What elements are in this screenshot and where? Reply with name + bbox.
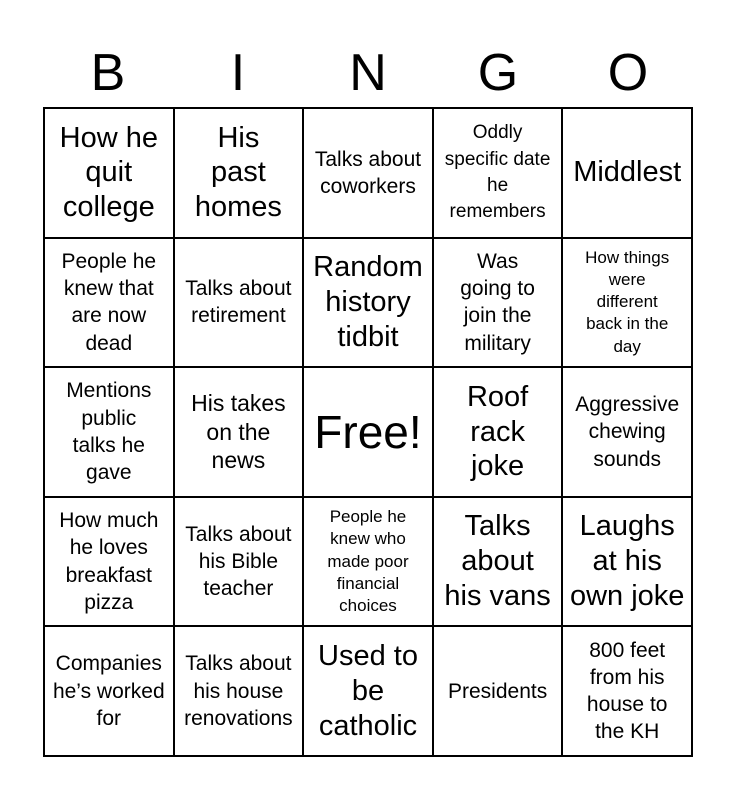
cell-text: 800 feet from his house to the KH xyxy=(586,638,668,744)
cell-text: How things were different back in the day xyxy=(585,248,670,356)
cell-text: How much he loves breakfast pizza xyxy=(59,509,159,614)
bingo-cell[interactable] xyxy=(562,108,692,238)
bingo-cell[interactable] xyxy=(44,497,174,627)
bingo-cell[interactable] xyxy=(433,238,563,368)
bingo-cell[interactable] xyxy=(433,626,563,756)
bingo-cell[interactable] xyxy=(44,238,174,368)
cell-text: Was going to join the military xyxy=(460,249,535,355)
bingo-cell[interactable] xyxy=(562,626,692,756)
cell-text: Aggressive chewing sounds xyxy=(575,393,680,471)
cell-text: Random history tidbit xyxy=(313,251,423,353)
cell-text: Mentions public talks he gave xyxy=(66,379,152,485)
cell-text: Talks about retirement xyxy=(185,277,292,328)
bingo-cell[interactable] xyxy=(562,367,692,497)
bingo-cell[interactable] xyxy=(44,108,174,238)
cell-text: Talks about his vans xyxy=(444,510,551,612)
bingo-cell[interactable] xyxy=(433,108,563,238)
cell-text: Middlest xyxy=(573,156,682,189)
header-letter-g: G xyxy=(477,44,519,102)
bingo-cell[interactable] xyxy=(433,367,563,497)
cell-text: His takes on the news xyxy=(191,389,286,474)
bingo-cell[interactable] xyxy=(433,497,563,627)
bingo-cell[interactable] xyxy=(303,497,433,627)
bingo-cell[interactable] xyxy=(303,238,433,368)
bingo-cell[interactable] xyxy=(174,108,304,238)
free-space-text: Free! xyxy=(314,405,422,458)
cell-text: Presidents xyxy=(447,679,548,703)
bingo-cell[interactable] xyxy=(44,626,174,756)
bingo-cell[interactable] xyxy=(174,497,304,627)
header-letter-o: O xyxy=(607,44,649,102)
bingo-cell[interactable] xyxy=(562,497,692,627)
bingo-cell[interactable] xyxy=(174,367,304,497)
bingo-cell[interactable] xyxy=(562,238,692,368)
bingo-grid xyxy=(43,107,693,757)
header-letter-i: I xyxy=(230,44,246,102)
cell-text: Roof rack joke xyxy=(466,380,529,483)
header-letter-n: N xyxy=(349,44,387,102)
cell-text: People he knew who made poor financial choices xyxy=(327,507,409,615)
cell-text: Oddly specific date he remembers xyxy=(444,122,551,223)
bingo-header xyxy=(43,38,693,108)
cell-text: People he knew that are now dead xyxy=(61,249,157,355)
cell-text: Talks about his Bible teacher xyxy=(185,522,292,601)
cell-text: Talks about his house renovations xyxy=(184,652,293,730)
cell-text: Talks about coworkers xyxy=(314,147,422,198)
bingo-cell[interactable] xyxy=(174,238,304,368)
cell-text: How he quit college xyxy=(59,121,158,224)
bingo-cell[interactable] xyxy=(303,108,433,238)
cell-text: Laughs at his own joke xyxy=(569,510,685,612)
cell-text: His past homes xyxy=(194,121,282,224)
header-letter-b: B xyxy=(90,44,126,102)
free-space-cell[interactable] xyxy=(303,367,433,497)
cell-text: Used to be catholic xyxy=(318,640,418,742)
bingo-cell[interactable] xyxy=(303,626,433,756)
bingo-cell[interactable] xyxy=(44,367,174,497)
cell-text: Companies he’s worked for xyxy=(52,652,165,730)
bingo-cell[interactable] xyxy=(174,626,304,756)
